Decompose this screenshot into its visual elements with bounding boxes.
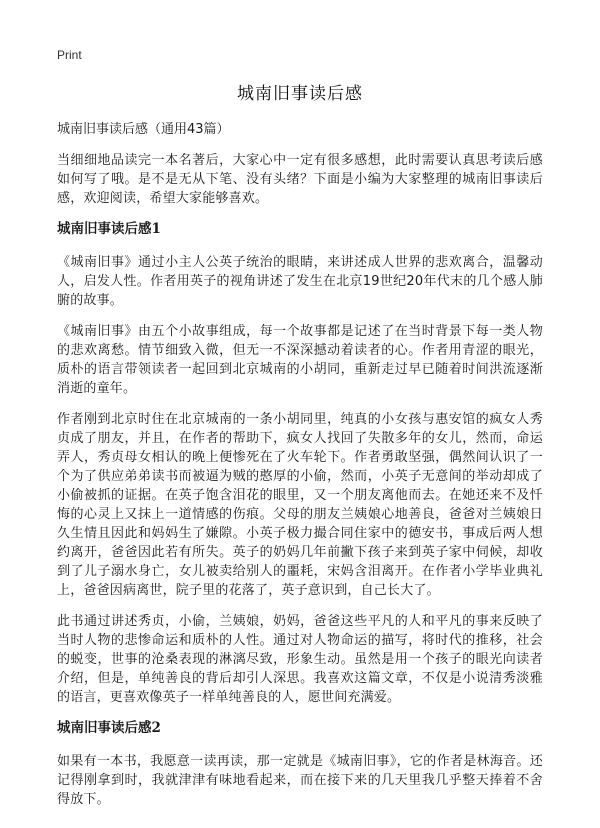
intro-paragraph: 当细细地品读完一本名著后，大家心中一定有很多感想，此时需要认真思考读后感如何写了哦。是不是无从下笔、没有头绪？下面是小编为大家整理的城南旧事读后感，欢迎阅读，希望大家能够喜欢。: [57, 153, 543, 206]
section-2-heading: 城南旧事读后感2: [57, 720, 161, 736]
section-1-heading: 城南旧事读后感1: [57, 221, 161, 237]
document-body: [57, 120, 543, 821]
document-title: 城南旧事读后感: [237, 84, 363, 104]
section-1-paragraph-1: 《城南旧事》通过小主人公英子统治的眼睛，来讲述成人世界的悲欢离合，温馨动人，启发人性。作者用英子的视角讲述了发生在北京19世纪20年代末的几个感人肺腑的故事。: [57, 255, 543, 308]
section-1-paragraph-4: 此书通过讲述秀贞，小偷，兰姨娘，奶妈，爸爸这些平凡的人和平凡的事来反映了当时人物的悲惨命运和质朴的人性。通过对人物命运的描写，将时代的推移，社会的蜕变，世事的沧桑表现的淋漓尽致，形象生动。虽然是用一个孩子的眼光向读者介绍，但是，单纯善良的背后却引人深思。我喜欢这篇文章，不仅是小说清秀淡雅的语言，更喜欢像英子一样单纯善良的人，愿世间充满爱。: [57, 614, 543, 705]
print-link[interactable]: Print: [57, 48, 82, 62]
document-subtitle: 城南旧事读后感（通用43篇）: [57, 122, 230, 137]
section-1-paragraph-2: 《城南旧事》由五个小故事组成，每一个故事都是记述了在当时背景下每一类人物的悲欢离愁。情节细致入微，但无一不深深撼动着读者的心。作者用青涩的眼光，质朴的语言带领读者一起回到北京城南的小胡同，重新走过早已随着时间洪流逐渐消逝的童年。: [57, 324, 543, 396]
section-2-paragraph-1: 如果有一本书，我愿意一读再读，那一定就是《城南旧事》，它的作者是林海音。还记得刚拿到时，我就津津有味地看起来，而在接下来的几天里我几乎整天捧着不舍得放下。: [57, 754, 543, 807]
section-1-paragraph-3: 作者刚到北京时住在北京城南的一条小胡同里，纯真的小女孩与惠安馆的疯女人秀贞成了朋友，并且，在作者的帮助下，疯女人找回了失散多年的女儿，然而，命运弄人，秀贞母女相认的晚上便惨死在了火车轮下。作者勇敢坚强，偶然间认识了一个为了供应弟弟读书而被逼为贼的憨厚的小偷，然而，小英子无意间的举动却成了小偷被抓的证据。在英子饱含泪花的眼里，又一个朋友离他而去。在她还来不及忏悔的心灵上又抹上一道情感的伤痕。父母的朋友兰姨娘心地善良，爸爸对兰姨娘日久生情且因此和妈妈生了嫌隙。小英子极力撮合同住家中的德安书，事成后两人想约离开，爸爸因此若有所失。英子的奶妈几年前撇下孩子来到英子家中伺候，却收到了儿子溺水身亡，女儿被卖给别人的噩耗，宋妈含泪离开。在作者小学毕业典礼上，爸爸因病离世，院子里的花落了，英子意识到，自己长大了。: [57, 412, 543, 598]
